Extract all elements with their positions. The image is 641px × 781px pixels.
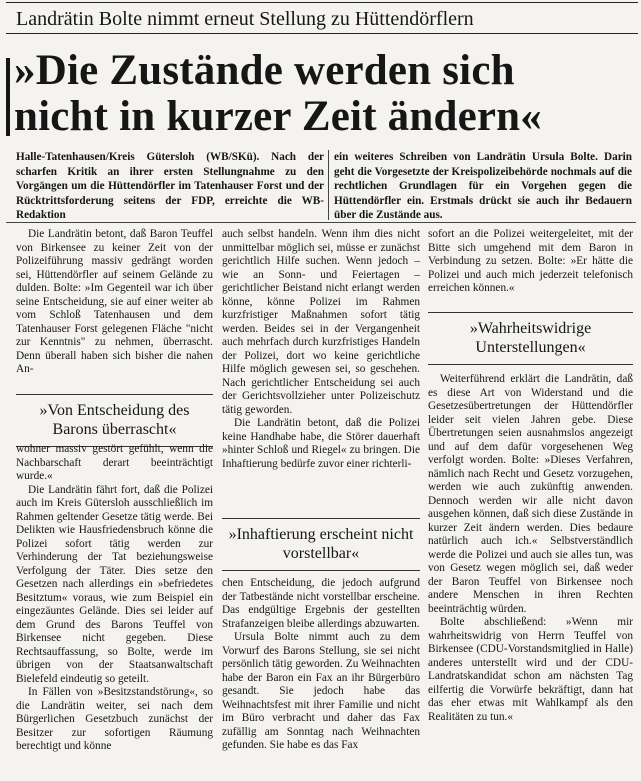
intertitle-2: »Inhaftierung erscheint nicht vorstellbar« <box>222 518 420 571</box>
lead-column-divider <box>328 150 329 220</box>
headline-line-1: »Die Zustände werden sich <box>14 47 515 94</box>
lead-bottom-rule <box>6 222 636 223</box>
column-2-paragraph-3: chen Entscheidung, die jedoch aufgrund der Tatbestände nicht vorstellbar erscheine. Das endgültige Ergebnis der gestellten Strafanzeigen bleibe allerdings abzuwarten. <box>222 577 420 630</box>
column-2-paragraph-2: Die Landrätin betont, daß die Polizei keine Handhabe habe, die Störer dauerhaft »hinter Schloß und Riegel« zu bringen. Die Inhaftierung bedürfe zuvor einer richterli- <box>222 417 420 470</box>
column-3-bottom <box>428 373 633 724</box>
column-1-top <box>16 228 213 377</box>
column-3-paragraph-2: Weiterführend erklärt die Landrätin, daß es diese Art von Widerstand und die Gesetzesübertretungen der Hüttendörfler leider seit vielen Jahren gebe. Diese Übertretungen seien ausnahmslos angezeigt und auf dem dafür vorgesehenen Weg verfolgt worden. Bolte: »Dieses Verfahren, nämlich nach Recht und Gesetz vorzugehen, werden wie auch zukünftig anwenden. Dennoch werden wir alle nicht davon ausgehen können, daß sich diese Zustände in kurzer Zeit ändern werden. Dies bedaure natürlich auch ich.« Selbstverständlich werde die Polizei und auch sie alles tun, was von Gesetz wegen möglich sei, daß weder der Baron Teuffel von Birkensee noch andere Menschen in ihren Rechten beeinträchtig würden. <box>428 373 633 615</box>
column-1-paragraph-4: In Fällen von »Besitzstandstörung«, so die Landrätin weiter, sei nach dem Bürgerlichen Gesetzbuch zunächst der Besitzer zur sofortigen Räumung berechtigt und könne <box>16 686 213 752</box>
kicker-line: Landrätin Bolte nimmt erneut Stellung zu Hüttendörflern <box>6 2 638 34</box>
column-3-top <box>428 228 633 296</box>
headline-bar <box>6 58 10 136</box>
column-2-top <box>222 228 420 471</box>
column-1-paragraph-1: Die Landrätin betont, daß Baron Teuffel von Birkensee zu keiner Zeit von der Polizeiführung massiv gedrängt worden sei, Hüttendörfler auf seinem Gelände zu dulden. Bolte: »Im Gegenteil war ich über seine Entscheidung, sie auf einer weiter ab vom Schloß Tatenhausen und dem Tatenhauser Forst gelegenen Fläche "nicht zur Kenntnis" zu nehmen, überrascht. Denn überall haben sich bisher die nahen An- <box>16 228 213 375</box>
lead-paragraph-part-1: Halle-Tatenhausen/Kreis Gütersloh (WB/SKü). Nach der scharfen Kritik an ihrer ersten Stellungnahme zu den Vorgängen um die Hüttendörfler im Tatenhauser Forst und der Rücktrittsforderung seitens der FDP, erreichte die WB-Redaktion <box>16 151 324 221</box>
intertitle-1: »Von Entscheidung des Barons überrascht« <box>16 394 213 447</box>
headline-line-2: nicht in kurzer Zeit ändern« <box>14 93 542 140</box>
column-2-paragraph-4: Ursula Bolte nimmt auch zu dem Vorwurf des Barons Stellung, sie sei nicht persönlich tätig geworden. Zu Weihnachten habe der Baron ein Fax an ihr Bürgerbüro gesandt. Sie jedoch habe das Weihnachtsfest mit ihrer Familie und nicht im Büro verbracht und daher das Fax zufällig am Sonntag nach Weihnachten gefunden. Sie habe es das Fax <box>222 631 420 751</box>
column-1-paragraph-3: Die Landrätin fährt fort, daß die Polizei auch im Kreis Gütersloh ausschließlich im Rahmen geltender Gesetze tätig werde. Bei Delikten wie Hausfriedensbruch könne die Polizei sofort tätig werden zur Verhinderung der Tat beziehungsweise Verfolgung der Täter. Dies setze den Gesetzen nach allerdings ein »befriedetes Besitztum« voraus, wie zum Beispiel ein eingezäuntes Gelände. Dies sei leider auf dem Grund des Barons Teuffel von Birkensee nicht gegeben. Diese Rechtsauffassung, so Bolte, werde im übrigen von der Staatsanwaltschaft Bielefeld eindeutig so geteilt. <box>16 483 213 685</box>
column-3-paragraph-3: Bolte abschließend: »Wenn mir wahrheitswidrig von Herrn Teuffel von Birkensee (CDU-Vorstandsmitglied in Halle) anderes unterstellt wird und der CDU-Landratskandidat schon am nächsten Tag eilfertig die Vorwürfe bekräftigt, dann hat das eher etwas mit Wahlkampf als den Realitäten zu tun.« <box>428 616 633 723</box>
column-2-bottom <box>222 577 420 753</box>
lead-paragraph-part-2: ein weiteres Schreiben von Landrätin Ursula Bolte. Darin geht die Vorgesetzte der Kreispolizeibehörde nochmals auf die rechtlichen Grundlagen für ein Vorgehen gegen die Hüttendörfler ein. Erstmals drückt sie auch ihr Bedauern über die Zustände aus. <box>334 151 632 221</box>
column-2-paragraph-1: auch selbst handeln. Wenn ihm dies nicht unmittelbar möglich sei, müsse er zunächst gerichtlich Hilfe suchen. Wenn jedoch – wie an Sonn- und Feiertagen – gerichtlicher Beistand nicht erlangt werden könne, könne Polizei im Rahmen kurzfristiger Maßnahmen sofort tätig werden. Beides sei in der Vergangenheit auch mehrfach durch kurzfristiges Handeln der Polizei, dort wo keine gerichtliche Hilfe möglich gewesen sei, so geschehen. Nach gerichtlicher Entscheidung sei auch der Gerichtsvollzieher unter Polizeischutz tätig geworden. <box>222 228 420 416</box>
headline <box>14 48 634 140</box>
intertitle-3: »Wahrheitswidrige Unterstellungen« <box>428 312 633 365</box>
column-3-paragraph-1: sofort an die Polizei weitergeleitet, mit der Bitte sich umgehend mit dem Baron in Verbindung zu setzen. Bolte: »Er hätte die Polizei und auch mich jederzeit telefonisch erreichen können.« <box>428 228 633 294</box>
column-1-bottom <box>16 443 213 754</box>
column-1-paragraph-2: wohner massiv gestört gefühlt, wenn die Nachbarschaft derart beeinträchtigt wurde.« <box>16 443 213 482</box>
